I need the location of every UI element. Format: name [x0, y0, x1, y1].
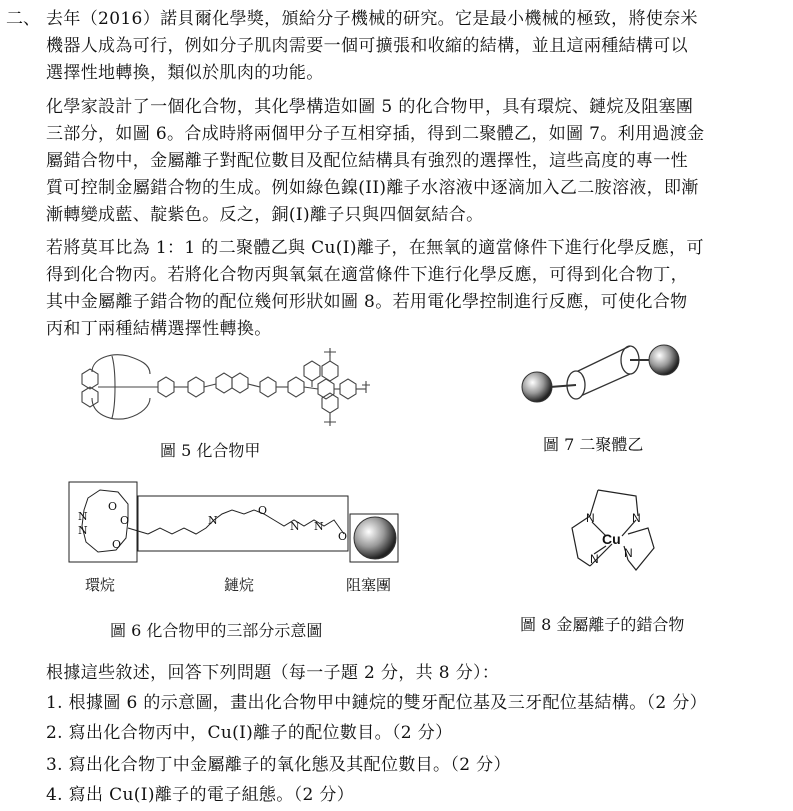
intro-line: 去年（2016）諾貝爾化學獎，頒給分子機械的研究。它是最小機械的極致，將使奈米	[46, 9, 698, 29]
figure-7-caption: 圖 7 二聚體乙	[543, 435, 644, 454]
nitrogen-atom-label: N	[590, 552, 599, 566]
question-item: 4. 寫出 Cu(I)離子的電子組態。（2 分）	[46, 785, 355, 805]
compound-structure-image	[82, 348, 370, 426]
intro-line: 機器人成為可行，例如分子肌肉需要一個可擴張和收縮的結構，並且這兩種結構可以	[46, 36, 688, 56]
question-item: 3. 寫出化合物丁中金屬離子的氧化態及其配位數目。（2 分）	[46, 755, 511, 775]
nitrogen-atom-label: N	[78, 510, 88, 523]
nitrogen-atom-label: N	[624, 546, 633, 560]
paragraph-line: 其中金屬離子錯合物的配位幾何形狀如圖 8。若用電化學控制進行反應，可使化合物	[46, 292, 688, 312]
nitrogen-atom-label: N	[290, 520, 300, 533]
oxygen-atom-label: O	[338, 530, 348, 543]
oxygen-atom-label: O	[112, 538, 122, 551]
question-number: 二、	[6, 9, 40, 29]
stopper-label: 阻塞團	[346, 576, 392, 594]
paragraph-line: 屬錯合物中，金屬離子對配位數目及配位結構具有強烈的選擇性，這些高度的專一性	[46, 151, 688, 171]
oxygen-atom-label: O	[120, 514, 130, 527]
question-item: 2. 寫出化合物丙中，Cu(I)離子的配位數目。（2 分）	[46, 723, 453, 743]
nitrogen-atom-label: N	[314, 520, 324, 533]
paragraph-line: 丙和丁兩種結構選擇性轉換。	[46, 319, 272, 339]
copper-atom-label: Cu	[602, 531, 621, 547]
nitrogen-atom-label: N	[632, 511, 641, 525]
dimer-schematic-image	[522, 345, 679, 402]
paragraph-line: 化學家設計了一個化合物，其化學構造如圖 5 的化合物甲，具有環烷、鏈烷及阻塞團	[46, 97, 694, 117]
paragraph-line: 得到化合物丙。若將化合物丙與氧氣在適當條件下進行化學反應，可得到化合物丁，	[46, 265, 688, 285]
question-intro: 根據這些敘述，回答下列問題（每一子題 2 分，共 8 分）：	[46, 663, 500, 683]
chain-label: 鏈烷	[224, 576, 255, 594]
figure-8-caption: 圖 8 金屬離子的錯合物	[520, 615, 685, 634]
nitrogen-atom-label: N	[78, 524, 88, 537]
paragraph-line: 質可控制金屬錯合物的生成。例如綠色鎳(II)離子水溶液中逐滴加入乙二胺溶液，即漸	[46, 178, 699, 198]
cu-complex-image	[572, 490, 654, 570]
paragraph-line: 三部分，如圖 6。合成時將兩個甲分子互相穿插，得到二聚體乙，如圖 7。利用過渡金	[46, 124, 705, 144]
figure-6-caption: 圖 6 化合物甲的三部分示意圖	[110, 621, 323, 640]
ring-label: 環烷	[85, 576, 116, 594]
oxygen-atom-label: O	[258, 504, 268, 517]
oxygen-atom-label: O	[108, 500, 118, 513]
question-item: 1. 根據圖 6 的示意圖，畫出化合物甲中鏈烷的雙牙配位基及三牙配位基結構。（2 分）	[46, 693, 708, 713]
intro-line: 選擇性地轉換，類似於肌肉的功能。	[46, 63, 324, 83]
nitrogen-atom-label: N	[208, 514, 218, 527]
nitrogen-atom-label: N	[586, 511, 595, 525]
paragraph-line: 漸轉變成藍、靛紫色。反之，銅(I)離子只與四個氨結合。	[46, 205, 484, 225]
paragraph-line: 若將莫耳比為 1：1 的二聚體乙與 Cu(I)離子，在無氧的適當條件下進行化學反應，可	[46, 238, 704, 258]
figure-5-caption: 圖 5 化合物甲	[160, 441, 261, 460]
